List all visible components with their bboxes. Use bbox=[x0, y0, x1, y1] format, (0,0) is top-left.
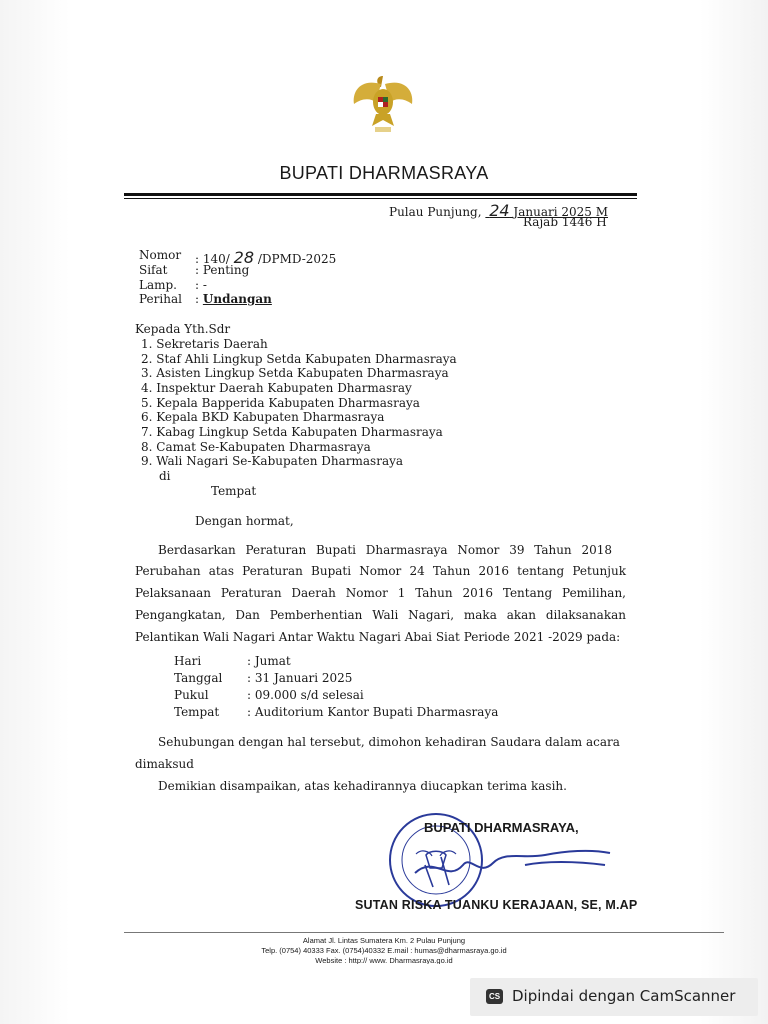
letterhead-rule-thick bbox=[124, 193, 637, 196]
detail-label: Pukul bbox=[174, 688, 209, 702]
date-handwritten-day: 24 bbox=[489, 201, 510, 220]
paragraph-line: Perubahan atas Peraturan Bupati Nomor 24 Tahun 2016 tentang Petunjuk bbox=[135, 564, 626, 578]
recipient-item: 5. Kepala Bapperida Kabupaten Dharmasraya bbox=[141, 396, 420, 410]
detail-value: : 31 Januari 2025 bbox=[247, 671, 353, 685]
camscanner-text: Dipindai dengan CamScanner bbox=[512, 987, 736, 1005]
recipient-item: 6. Kepala BKD Kabupaten Dharmasraya bbox=[141, 410, 385, 424]
handwritten-signature bbox=[405, 835, 620, 895]
closing-line: Sehubungan dengan hal tersebut, dimohon kehadiran Saudara dalam acara bbox=[158, 735, 620, 749]
nomor-label: Nomor bbox=[139, 248, 182, 262]
recipient-item: 9. Wali Nagari Se-Kabupaten Dharmasraya bbox=[141, 454, 404, 468]
footer-address: Alamat Jl. Lintas Sumatera Km. 2 Pulau Punjung bbox=[302, 936, 466, 945]
sifat-value: : Penting bbox=[195, 263, 250, 277]
signatory-name: SUTAN RISKA TUANKU KERAJAAN, SE, M.AP bbox=[355, 898, 638, 912]
perihal-value bbox=[195, 292, 272, 306]
camscanner-icon: CS bbox=[486, 989, 503, 1004]
letterhead-rule-thin bbox=[124, 198, 637, 199]
detail-value: : Jumat bbox=[247, 654, 291, 668]
paragraph-line: Pengangkatan, Dan Pemberhentian Wali Nagari, maka akan dilaksanakan bbox=[135, 608, 626, 622]
recipient-item: 1. Sekretaris Daerah bbox=[141, 337, 268, 351]
garuda-emblem bbox=[348, 70, 418, 140]
recipient-item: 4. Inspektur Daerah Kabupaten Dharmasray bbox=[141, 381, 412, 395]
paragraph-line: Pelaksanaan Peraturan Daerah Nomor 1 Tahun 2016 Tentang Pemilihan, bbox=[135, 586, 626, 600]
detail-label: Tanggal bbox=[174, 671, 223, 685]
recipients-heading: Kepada Yth.Sdr bbox=[135, 322, 231, 336]
detail-value: : Auditorium Kantor Bupati Dharmasraya bbox=[247, 705, 499, 719]
recipient-item: 2. Staf Ahli Lingkup Setda Kabupaten Dharmasraya bbox=[141, 352, 457, 366]
recipient-item: 7. Kabag Lingkup Setda Kabupaten Dharmasraya bbox=[141, 425, 443, 439]
recipient-item: 3. Asisten Lingkup Setda Kabupaten Dharmasraya bbox=[141, 366, 449, 380]
paragraph-line: Berdasarkan Peraturan Bupati Dharmasraya Nomor 39 Tahun 2018 bbox=[158, 543, 612, 557]
camscanner-watermark bbox=[470, 978, 758, 1016]
closing-line: Demikian disampaikan, atas kehadirannya diucapkan terima kasih. bbox=[158, 779, 567, 793]
date-month-year: Januari 2025 M bbox=[513, 205, 608, 219]
lamp-label: Lamp. bbox=[139, 278, 177, 292]
sifat-label: Sifat bbox=[139, 263, 168, 277]
salutation: Dengan hormat, bbox=[195, 514, 294, 528]
nomor-suffix: /DPMD-2025 bbox=[257, 252, 337, 266]
lamp-value: : - bbox=[195, 278, 207, 292]
letterhead-title: BUPATI DHARMASRAYA bbox=[279, 163, 489, 183]
perihal-colon: : bbox=[195, 292, 200, 306]
closing-line: dimaksud bbox=[135, 757, 194, 771]
hijri-date: Rajab 1446 H bbox=[523, 215, 607, 229]
recipients-tempat: Tempat bbox=[211, 484, 257, 498]
footer-website: Website : http:// www. Dharmasraya.go.id bbox=[315, 956, 453, 964]
date-place: Pulau Punjung, bbox=[389, 205, 482, 219]
detail-label: Hari bbox=[174, 654, 202, 668]
recipient-item: 8. Camat Se-Kabupaten Dharmasraya bbox=[141, 440, 371, 454]
perihal-subject: Undangan bbox=[202, 292, 272, 306]
paragraph-line: Pelantikan Wali Nagari Antar Waktu Nagari Abai Siat Periode 2021 -2029 pada: bbox=[135, 630, 621, 644]
nomor-prefix: : 140/ bbox=[195, 252, 230, 266]
nomor-handwritten: 28 bbox=[233, 248, 254, 267]
footer-contact: Telp. (0754) 40333 Fax. (0754)40332 E.mail : humas@dharmasraya.go.id bbox=[261, 946, 507, 955]
recipients-di: di bbox=[159, 469, 171, 483]
signatory-position: BUPATI DHARMASRAYA, bbox=[424, 820, 579, 835]
perihal-label: Perihal bbox=[139, 292, 182, 306]
detail-label: Tempat bbox=[174, 705, 220, 719]
detail-value: : 09.000 s/d selesai bbox=[247, 688, 364, 702]
footer-rule bbox=[124, 932, 724, 933]
